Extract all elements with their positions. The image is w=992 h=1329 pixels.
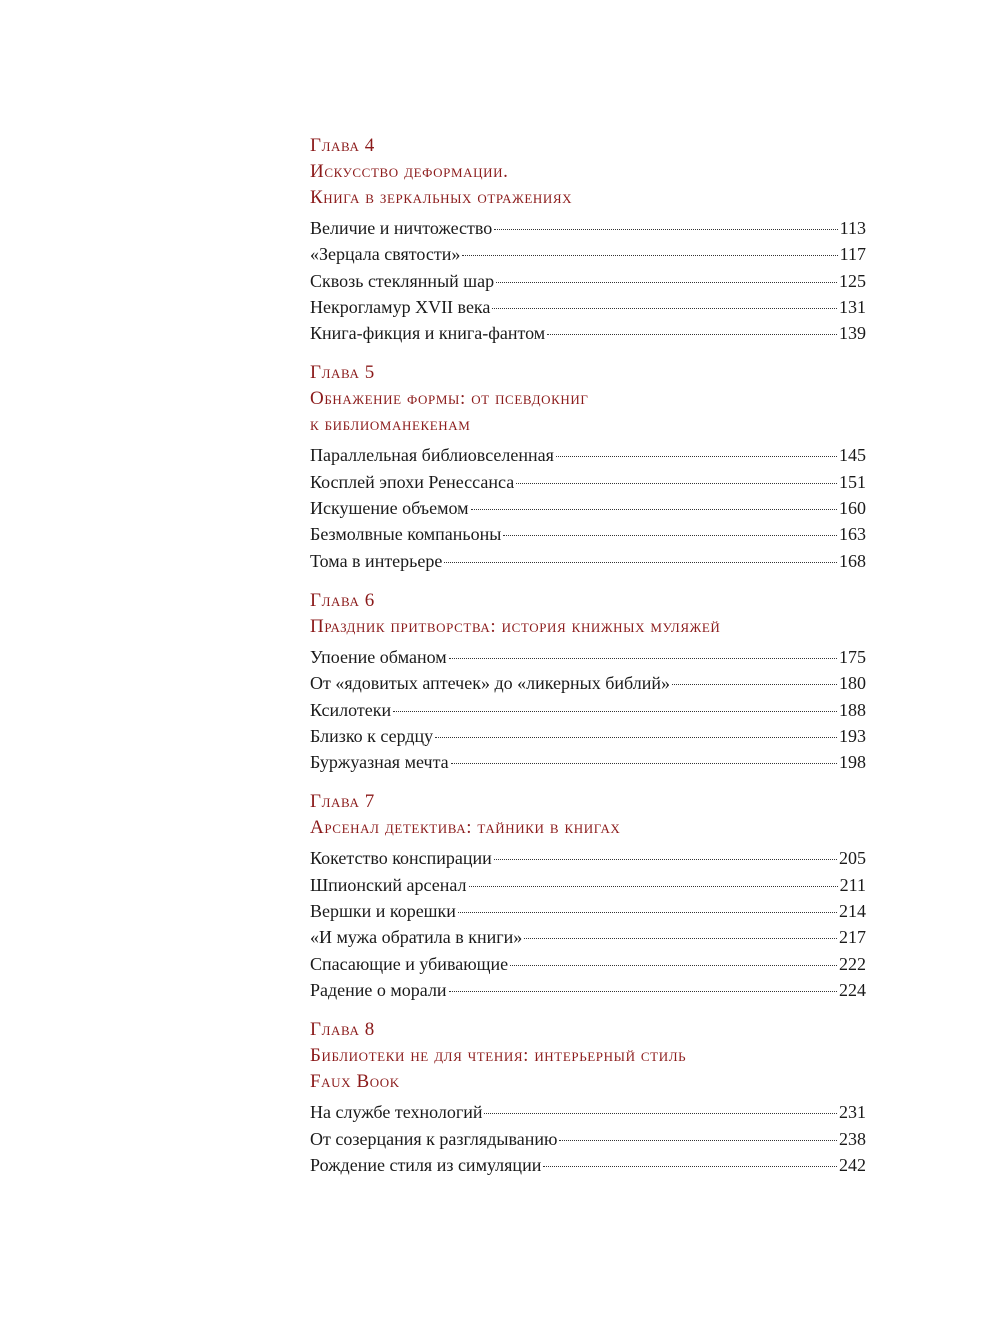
- toc-entry[interactable]: [310, 927, 866, 953]
- dot-leader: [449, 991, 837, 992]
- toc-entry[interactable]: [310, 875, 866, 901]
- toc-entry[interactable]: [310, 498, 866, 524]
- entry-title: Близко к сердцу: [310, 725, 434, 746]
- entry-page-number: 113: [839, 218, 866, 238]
- entry-page-number: 160: [839, 498, 866, 519]
- entry-list: [310, 1102, 866, 1181]
- entry-title: Радение о морали: [310, 979, 447, 1000]
- chapter-label: Глава 4: [310, 135, 375, 156]
- entry-page-number: 224: [839, 979, 866, 1000]
- dot-leader: [393, 711, 837, 712]
- dot-leader: [458, 912, 837, 913]
- entry-page-number: 231: [839, 1102, 866, 1123]
- entry-title: Кокетство конспирации: [310, 848, 492, 869]
- entry-title: Ксилотеки: [310, 699, 392, 720]
- dot-leader: [496, 282, 837, 283]
- toc-entry[interactable]: [310, 726, 866, 752]
- chapter-heading: [310, 789, 866, 841]
- chapter-label: Глава 8: [310, 1019, 375, 1041]
- entry-page-number: 168: [839, 550, 866, 571]
- entry-page-number: 242: [839, 1154, 866, 1175]
- entry-title: Параллельная библиовселенная: [310, 445, 554, 466]
- chapter-section: [310, 1017, 866, 1181]
- chapter-label: Глава 5: [310, 362, 375, 384]
- entry-title: Буржуазная мечта: [310, 752, 449, 773]
- entry-page-number: 180: [839, 673, 866, 694]
- entry-title: Шпионский арсенал: [310, 874, 467, 895]
- chapter-heading: [310, 1017, 866, 1095]
- toc-entry[interactable]: [310, 700, 866, 726]
- entry-title: От «ядовитых аптечек» до «ликерных библий»: [310, 673, 671, 694]
- toc-entry[interactable]: [310, 647, 866, 673]
- dot-leader: [503, 535, 837, 536]
- toc-entry[interactable]: [310, 954, 866, 980]
- dot-leader: [469, 886, 838, 887]
- chapter-heading: [310, 360, 866, 438]
- entry-list: [310, 647, 866, 778]
- entry-title: Упоение обманом: [310, 646, 447, 667]
- dot-leader: [559, 1140, 837, 1141]
- dot-leader: [484, 1113, 837, 1114]
- chapter-title: Библиотеки не для чтения: интерьерный стиль: [310, 1045, 687, 1067]
- entry-title: Рождение стиля из симуляции: [310, 1154, 542, 1175]
- toc-entry[interactable]: [310, 472, 866, 498]
- entry-page-number: 222: [839, 953, 866, 974]
- dot-leader: [672, 684, 837, 685]
- entry-title: «И мужа обратила в книги»: [310, 927, 523, 948]
- entry-page-number: 193: [839, 725, 866, 746]
- toc-entry[interactable]: [310, 752, 866, 778]
- dot-leader: [494, 229, 837, 230]
- entry-list: [310, 218, 866, 349]
- entry-title: «Зерцала святости»: [310, 244, 461, 265]
- entry-title: Безмолвные компаньоны: [310, 524, 502, 545]
- entry-page-number: 211: [839, 874, 866, 895]
- entry-title: Тома в интерьере: [310, 550, 443, 571]
- chapter-section: [310, 588, 866, 778]
- chapter-title: к библиоманекенам: [310, 414, 471, 436]
- dot-leader: [462, 255, 837, 256]
- toc-entry[interactable]: [310, 901, 866, 927]
- dot-leader: [492, 308, 837, 309]
- entry-page-number: 151: [839, 471, 866, 492]
- dot-leader: [451, 763, 837, 764]
- toc-entry[interactable]: [310, 1155, 866, 1181]
- toc-entry[interactable]: [310, 1102, 866, 1128]
- entry-list: [310, 445, 866, 576]
- dot-leader: [449, 658, 837, 659]
- entry-page-number: 163: [839, 524, 866, 545]
- chapter-label: Глава 6: [310, 589, 375, 611]
- entry-list: [310, 848, 866, 1006]
- entry-page-number: 214: [839, 901, 866, 922]
- entry-page-number: 217: [839, 927, 866, 948]
- toc-entry[interactable]: [310, 848, 866, 874]
- entry-title: От созерцания к разглядыванию: [310, 1128, 558, 1149]
- entry-title: Величие и ничтожество: [310, 218, 493, 238]
- chapter-title: Faux Book: [310, 1071, 400, 1093]
- entry-title: Вершки и корешки: [310, 901, 456, 922]
- entry-title: Искушение объемом: [310, 498, 469, 519]
- dot-leader: [543, 1166, 837, 1167]
- chapter-title: Обнажение формы: от псевдокниг: [310, 388, 589, 410]
- entry-title: Сквозь стеклянный шар: [310, 270, 495, 291]
- chapter-title: Книга в зеркальных отражениях: [310, 187, 573, 208]
- toc-entry[interactable]: [310, 297, 866, 323]
- chapter-section: [310, 360, 866, 576]
- dot-leader: [510, 965, 837, 966]
- dot-leader: [471, 509, 837, 510]
- toc-entry[interactable]: [310, 445, 866, 471]
- dot-leader: [556, 456, 837, 457]
- entry-page-number: 125: [839, 270, 866, 291]
- entry-page-number: 117: [839, 244, 866, 265]
- chapter-heading: [310, 133, 866, 211]
- entry-page-number: 205: [839, 848, 866, 869]
- entry-title: Спасающие и убивающие: [310, 953, 509, 974]
- entry-title: Некрогламур XVII века: [310, 296, 491, 317]
- toc-entry[interactable]: [310, 551, 866, 577]
- entry-title: Книга-фикция и книга-фантом: [310, 323, 546, 344]
- dot-leader: [494, 859, 837, 860]
- dot-leader: [444, 562, 837, 563]
- entry-page-number: 238: [839, 1128, 866, 1149]
- entry-title: Косплей эпохи Ренессанса: [310, 471, 515, 492]
- entry-page-number: 175: [839, 646, 866, 667]
- toc-entry[interactable]: [310, 323, 866, 349]
- entry-page-number: 198: [839, 752, 866, 773]
- toc-entry[interactable]: [310, 673, 866, 699]
- chapter-heading: [310, 588, 866, 640]
- toc-entry[interactable]: [310, 1129, 866, 1155]
- toc-entry[interactable]: [310, 244, 866, 270]
- chapter-title: Арсенал детектива: тайники в книгах: [310, 817, 621, 839]
- dot-leader: [524, 938, 837, 939]
- toc-entry[interactable]: [310, 271, 866, 297]
- chapter-title: Праздник притворства: история книжных муляжей: [310, 615, 721, 637]
- chapter-label: Глава 7: [310, 791, 375, 813]
- entry-page-number: 145: [839, 445, 866, 466]
- entry-title: На службе технологий: [310, 1102, 483, 1123]
- entry-page-number: 139: [839, 323, 866, 344]
- toc-entry[interactable]: [310, 524, 866, 550]
- toc-entry[interactable]: [310, 980, 866, 1006]
- dot-leader: [516, 483, 837, 484]
- table-of-contents: [310, 133, 866, 1192]
- chapter-section: [310, 133, 866, 349]
- toc-entry[interactable]: [310, 218, 866, 244]
- dot-leader: [435, 737, 837, 738]
- entry-page-number: 131: [839, 296, 866, 317]
- dot-leader: [547, 334, 837, 335]
- chapter-section: [310, 789, 866, 1006]
- chapter-title: Искусство деформации.: [310, 161, 509, 182]
- entry-page-number: 188: [839, 699, 866, 720]
